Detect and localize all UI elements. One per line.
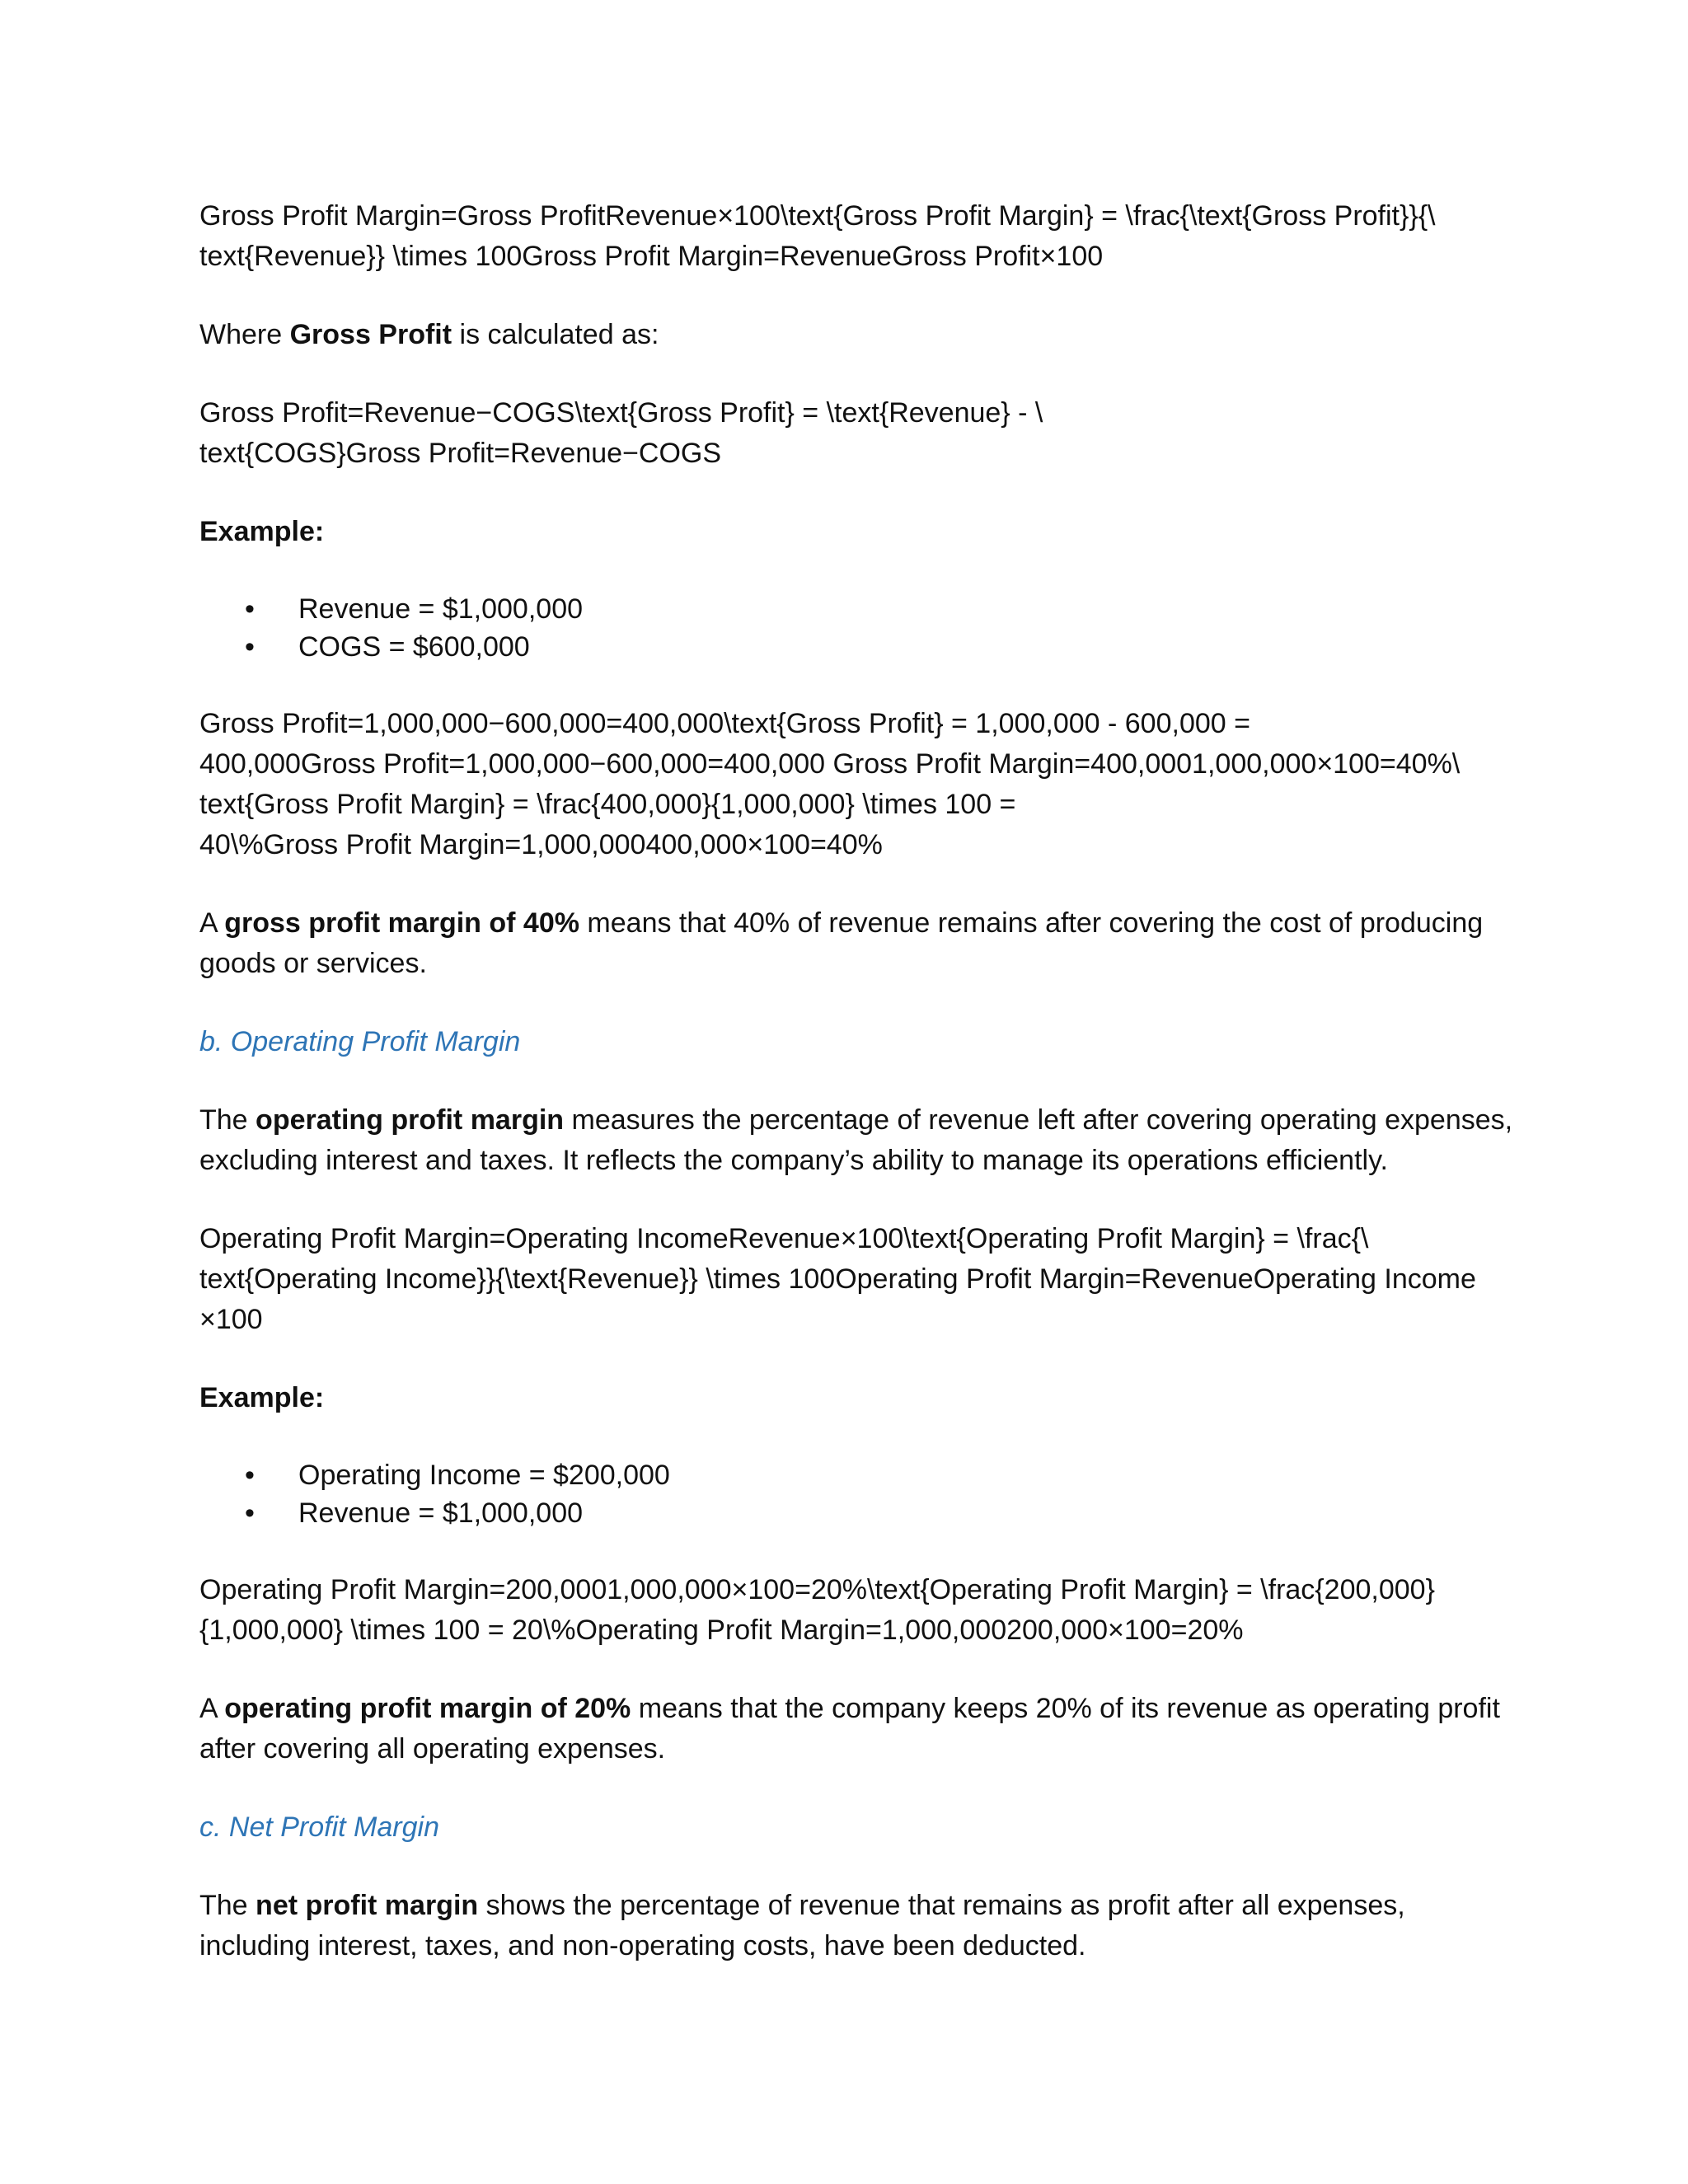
bullet-icon: • — [245, 631, 255, 663]
text-run: The — [199, 1104, 256, 1136]
section-heading-net: c. Net Profit Margin — [199, 1811, 439, 1843]
bold-term: gross profit margin of 40% — [224, 907, 579, 939]
text-run: The — [199, 1890, 256, 1921]
summary-line: after covering all operating expenses. — [199, 1733, 666, 1765]
operating-calculation — [199, 1570, 1523, 1651]
text-run: is calculated as: — [452, 319, 659, 350]
formula-line: text{Operating Income}}{\text{Revenue}} \times 100Operating Profit Margin=RevenueOperating Income — [199, 1263, 1476, 1295]
bullet-icon: • — [245, 593, 255, 625]
summary-line — [199, 1689, 1523, 1729]
gross-summary — [199, 903, 1523, 984]
list-item-text: Revenue = $1,000,000 — [298, 1497, 584, 1529]
example-label: Example: — [199, 516, 325, 547]
calc-line: 400,000Gross Profit=1,000,000−600,000=400,000 Gross Profit Margin=400,0001,000,000×100=40%\ — [199, 748, 1461, 780]
summary-line — [199, 903, 1523, 944]
section-heading-operating: b. Operating Profit Margin — [199, 1026, 521, 1057]
text-run: means that 40% of revenue remains after covering the cost of producing — [579, 907, 1484, 939]
calc-line: Operating Profit Margin=200,0001,000,000×100=20%\text{Operating Profit Margin} = \frac{200,000} — [199, 1574, 1435, 1605]
calc-line: text{Gross Profit Margin} = \frac{400,000}{1,000,000} \times 100 = — [199, 789, 1016, 820]
operating-intro — [199, 1100, 1523, 1181]
list-item-text: COGS = $600,000 — [298, 631, 530, 663]
text-run: A — [199, 1693, 225, 1724]
intro-line — [199, 1100, 1523, 1141]
operating-summary — [199, 1689, 1523, 1769]
calc-line: 40\%Gross Profit Margin=1,000,000400,000×100=40% — [199, 829, 883, 860]
bold-term: net profit margin — [256, 1890, 479, 1921]
gross-margin-formula — [199, 196, 1523, 277]
formula-line: text{Revenue}} \times 100Gross Profit Margin=RevenueGross Profit×100 — [199, 241, 1104, 272]
bullet-icon: • — [245, 1497, 255, 1529]
list-item — [199, 628, 1523, 666]
formula-line: Operating Profit Margin=Operating IncomeRevenue×100\text{Operating Profit Margin} = \frac{\ — [199, 1223, 1369, 1254]
list-item-text: Operating Income = $200,000 — [298, 1460, 670, 1491]
formula-line: Gross Profit=Revenue−COGS\text{Gross Profit} = \text{Revenue} - \ — [199, 397, 1043, 429]
text-run: measures the percentage of revenue left after covering operating expenses, — [564, 1104, 1513, 1136]
bold-term: Gross Profit — [289, 319, 452, 350]
text-run: A — [199, 907, 225, 939]
calc-line: Gross Profit=1,000,000−600,000=400,000\text{Gross Profit} = 1,000,000 - 600,000 = — [199, 708, 1250, 739]
list-item — [199, 1494, 1523, 1532]
text-run: Where — [199, 319, 290, 350]
calc-line: {1,000,000} \times 100 = 20\%Operating Profit Margin=1,000,000200,000×100=20% — [199, 1615, 1244, 1646]
bullet-icon: • — [245, 1460, 255, 1491]
gross-example-list — [199, 590, 1523, 666]
text-run: shows the percentage of revenue that remains as profit after all expenses, — [478, 1890, 1405, 1921]
intro-line: including interest, taxes, and non-operating costs, have been deducted. — [199, 1930, 1086, 1961]
formula-line: ×100 — [199, 1304, 263, 1335]
bold-term: operating profit margin — [256, 1104, 565, 1136]
summary-line: goods or services. — [199, 948, 427, 979]
where-gross-profit — [199, 315, 1523, 355]
gross-profit-formula — [199, 393, 1523, 474]
intro-line: excluding interest and taxes. It reflects the company’s ability to manage its operations efficiently. — [199, 1145, 1388, 1176]
gross-calculation — [199, 704, 1523, 865]
list-item-text: Revenue = $1,000,000 — [298, 593, 584, 625]
intro-line — [199, 1886, 1523, 1926]
list-item — [199, 590, 1523, 628]
operating-example-list — [199, 1456, 1523, 1532]
formula-line: text{COGS}Gross Profit=Revenue−COGS — [199, 438, 722, 469]
list-item — [199, 1456, 1523, 1494]
text-run: means that the company keeps 20% of its revenue as operating profit — [631, 1693, 1500, 1724]
example-label: Example: — [199, 1382, 325, 1413]
bold-term: operating profit margin of 20% — [224, 1693, 631, 1724]
net-intro — [199, 1886, 1523, 1966]
formula-line: Gross Profit Margin=Gross ProfitRevenue×100\text{Gross Profit Margin} = \frac{\text{Gross Profit}}{\ — [199, 200, 1436, 232]
operating-formula — [199, 1219, 1523, 1340]
